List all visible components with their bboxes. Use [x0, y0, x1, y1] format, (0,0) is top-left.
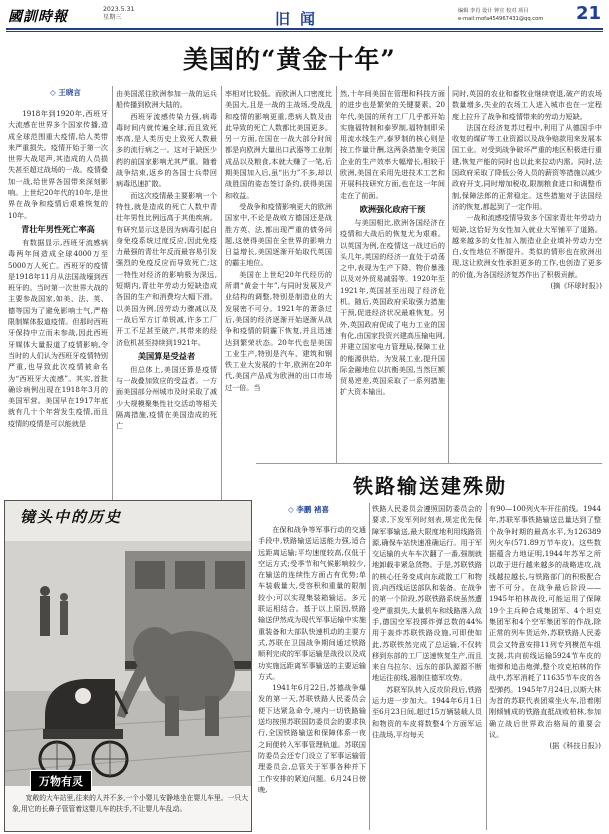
- article-column-5: [452, 88, 602, 425]
- paragraph: 美国在上世纪20年代经历的所谓“黄金十年”,与同时发展及产业结构的调整,特别是制造业的大发展密不可分。1921年的萧条过后,美国的经济逐渐开始逐渐从战争和疫情的阴霾下恢复,并且迅速达到繁荣状态。20年代也是美国工业生产,特别是汽车、建筑和钢铁工业大发展的十年,欧洲在20年代,美国产品成为欧洲的出口市场过一倍。当: [225, 269, 332, 392]
- paragraph: 有90—100列火车开往前线。1944年,苏联军事铁路输送总量达到了整个战争时期的最高水平,为126389列火车(571.89万节车皮)。这些数据蕴含力地证明,1944年苏军之所以敢于进行越来越多的战略进攻,战线越拉越长,与铁路部门的积极配合密不可分。在战争最后阶段——1945年柏林战役,可能运用了保障19个主兵种合成集团军、4个坦克集团军和4个空军集团军的作战,除正常的列车货运外,苏联铁路人民委员会又特意安排11列专列模范车组支援,共向前线运输5924节车皮的炮弹和追击炮弹,整个攻克柏林的作战中,苏军消耗了11635节车皮的各型弹药。1945年7月24日,以斯大林为首的苏联代表团乘坐火车,沿着刚刚倾铺成的铁路直抵战败柏林,参加确立战后世界政治格局的重要会议。: [489, 504, 601, 739]
- paragraph: 一战和流感疫情导致多个国家青壮年劳动力短缺,这恰好为女性加入就业大军铺平了道路。越来越多的女性加入制造业企业填补劳动力空白,女性地位不断提升。类似的情形也在欧洲出现,这让欧洲女性承担更多的工作,也创造了更多的价值,为各国经济复苏作出了积极贡献。: [452, 213, 602, 279]
- email-line: e-mail:mofa454967431@qq.com: [458, 16, 544, 22]
- paragraph: 有数据显示,西班牙流感病毒两年间造成全球4000万至5000万人死亡。西班牙的疫情是1918年11月从法国战壕到西班牙的。当时第一次世界大战的主要参战国家,如美、法、英、德等国为了避免影响士气,严格限制媒体报道疫情。但那时西班牙保持中立而未参战,因此西班牙媒体大量报道了疫情影响,令当时的人们认为西班牙疫情特别严重,也导致此次疫情被命名为“西班牙大流感”。其实,首批确诊病例出现在1918年3月的美国军营。美国早在1917年底就有几十个年营发生疫情,而且疫情的疫情是可以能就是: [8, 237, 108, 428]
- article2-headline: 铁路输送建殊勋: [353, 474, 507, 498]
- paragraph: 然,十年间美国在管理和科技方面的进步也是繁荣的关键要素。20年代,美国的所有工厂几乎都开始实施福特制和泰罗制,福特制即采用流水线生产,泰罗制的核心则是按工作量计酬,这两条措施令美国企业的生产效率大幅增长,相较于欧洲,美国在采用先进技术工艺和开展科技研究方面,也在这一年间走在了前面。: [340, 89, 445, 200]
- paragraph: 但总体上,美国还算是疫情与一战叠加致应的受益者。一方面美国部分州城市及时采取了减少大规模聚集性社交活动等相关隔离措施,疫情在美国造成的死亡: [116, 364, 217, 431]
- paragraph: 率相对比较低。而欧洲人口密度比美国大,且是一战的主战场,受战乱和疫情的影响更重,患病人数及由此导致的死亡人数都比美国更多。另一方面,在国在一战大部分时间都是向欧洲大量出口武器等工业制成品以及粮食,本就大赚了一笔,后期美国加入后,虽“出力”不多,却以战胜国的姿态签订条约,获得美国和收益。: [225, 89, 332, 200]
- column-divider: [369, 503, 370, 830]
- article-source: (摘《环球时报》): [550, 281, 602, 291]
- subheading: 青壮年男性死亡率高: [21, 223, 95, 234]
- paragraph: 而这次疫情最主要影响一个特性,就是造成的死亡人数中青壮年男性比例远高于其他疾病。有研究显示这是因为病毒引起自身免疫系统过度反应,因此免疫力最强的青壮年反而最容易引发强烈的免疫反应而导致死亡;这一特性对经济的影响极为深远,短期内,青壮年劳动力短缺造成各国的生产和消费均大幅下滑。以美国为例,因劳动力骤减以及一战后军方订单锐减,许多工厂开工不足甚至破产,其带来的经济危机甚至持续到1921年。: [116, 190, 217, 347]
- photo-tag: 万物有灵: [30, 770, 92, 792]
- paragraph: 同时,英国的农业和畜牧业继续衰退,破产的农场数量增多,失业的农场工人进入城市也在一定程度上拉升了战争和疫情带来的劳动力短缺。: [452, 89, 602, 121]
- editors-line: 编辑 李肖 设计 钟宣 校对 项目: [458, 8, 529, 14]
- author-name: 李鹏 褚喜: [296, 505, 330, 514]
- article-column-4: [340, 88, 445, 463]
- article2-column-2: [372, 503, 482, 830]
- issue-date-value: 2023.5.31: [103, 6, 135, 13]
- article2-column-3: [489, 503, 601, 830]
- subheading: 欧洲强化政府干预: [359, 203, 426, 214]
- article-column-1: [8, 108, 108, 501]
- page-number: 21: [576, 3, 602, 24]
- header-rule: [6, 28, 603, 30]
- issue-date: [103, 6, 135, 22]
- diamond-icon: ◇: [50, 88, 59, 97]
- article-author: [50, 87, 81, 98]
- paragraph: 法国在经济复苏过程中,利用了从德国手中收复的煤矿等工业资源以及战争赔款用来发展本国工业。对受到战争破坏严重的地区积极进行重建,恢复产能的同时也以此来拉动内需。同时,法国政府采取了降低公务人员的薪资等措施以减少政府开支,同时增加税收,限制粮食进口和调整币制,保障法郎的正常稳定。这些措施对于法国经济的恢复,都起到了一定作用。: [452, 122, 602, 211]
- paragraph: 1918年到1920年,西班牙大流感在世界多个国家传播,造成全球范围重大疫情,给人类带来严重损失。疫情开始于第一次世界大战尾声,其造成的人员损失甚至超过战场的一战。疫情叠加一战,给世界各国带来深刻影响。上世纪20年代的10年,是世界在战争和疫情后艰难恢复的10年。: [8, 109, 108, 220]
- section-divider: [256, 463, 602, 464]
- article-headline: 美国的“黄金十年”: [183, 45, 396, 74]
- article2-column-1: [258, 524, 366, 830]
- header-rule-thin: [6, 31, 603, 32]
- diamond-icon: ◇: [288, 505, 297, 514]
- editors-credits: [458, 7, 543, 23]
- photo-caption: 宽敞的大车站里,往来的人并不多,一个小婴儿安静地坐在婴儿车里。一只大象,用它的长鼻子管管着这婴儿车的扶手,不让婴儿车乱动。: [12, 794, 248, 813]
- column-divider: [448, 86, 449, 464]
- article-column-2: [116, 88, 217, 501]
- paragraph: 铁路人民委员会遵照国防委员会的要求,下发军列时刻表,规定优先保障军事输送,最大限度地利用线路资源,确保车站快速准确运行。用于军交运输的火车车次翻了一番,强制就地卸载非紧急货物。于是,苏联铁路的核心任务变成向东疏散工厂和物资,向西线运送部队和装备。在战争的第一个阶段,苏联铁路系统虽然遭受严重损失,大量机车和线路落入敌手,德国空军投掷炸弹总数的44%用于轰炸苏联铁路设施,可即使如此,苏联铁然完成了总运输,不仅转移到东部的工厂送速恢复生产,而且来自乌拉尔、远东的部队源源不断地运往前线,遏制住德军攻势。: [372, 504, 482, 683]
- photo-feature-title: 镜头中的历史: [20, 508, 123, 526]
- paragraph: 由美国派往欧洲参加一战的运兵船传播到欧洲大陆的。: [116, 89, 217, 110]
- column-divider: [112, 86, 113, 500]
- author-name: 王晓言: [58, 88, 81, 97]
- column-divider: [221, 86, 222, 500]
- issue-weekday: 星期三: [103, 14, 122, 21]
- subheading: 美国算是受益者: [137, 350, 196, 361]
- newspaper-logo: 國訓時報: [8, 9, 68, 25]
- paragraph: 1941年6月22日,苏德战争爆发的第一天,苏联铁路人民委员会便下达紧急命令,境内一切铁路输送均按照苏联国防委员会的要求执行,全国铁路输送和保障体系一夜之间便转入军事管理轨道。苏联国防委员会还专门设立了军事运输管理委员会,总管关于军事各种并下工作安排的紧迫问题。6月24日傍晚,: [258, 683, 366, 794]
- column-divider: [336, 86, 337, 464]
- article2-source: (据《科技日报》): [549, 741, 601, 751]
- paragraph: 在保和战争等军事行动的交通手段中,铁路输送运送能力强,适合远距离运输;平均速度较高,仅低于空运方式;受季节和气候影响较少,在输送的连续性方面占有优势;单车装载量大,受容积和重量的限制较小;可以实现集装箱输运。多元联运相结合。基于以上原因,铁路输送伊然成为现代军事运输中实施重装备和大部队快速机动的主要方式,苏联在卫国战争期间通过铁路顺利完成的军事运输是战役以及成功实施远距离军事输送的主要运输方式。: [258, 525, 366, 681]
- article2-author: [288, 504, 329, 515]
- paragraph: 苏联军队转入反攻阶段后,铁路运力进一步加大。1944年6月1日至6月23日间,超过15万辆装载人员和物资的车皮将数整4个方面军运往战场,平均每天: [372, 684, 482, 739]
- column-divider: [486, 503, 487, 830]
- section-title: 旧闻: [275, 10, 326, 28]
- paragraph: 与美国相比,欧洲各国经济在疫情和大战后的恢复尤为艰难。以英国为例,在疫情这一战过后的头几年,英国的经济一直处于动荡之中,表现为生产下降、物价暴涨以及对外贸易减弱等。1920年至1921年,英国甚至出现了经济危机。随后,英国政府采取强力措施干预,促进经济状况最难恢复。另外,英国政府促成了电力工业的国有化,由国家投资兴建高压输电网,并建立国家电力管理局,保障工业的能源供给。为发展工业,提升国际金融地位以抗衡美国,当然巨额贸易逆差,英国采取了一系列措施扩大资本输出。: [340, 217, 445, 397]
- paragraph: 受战争和疫情影响更大的欧洲国家中,不论是战败方德国还是战胜方英、法,都出现严重的债务问题,这使得美国在全世界的影响力日益增长,美国逐渐开始取代英国的霸主地位。: [225, 201, 332, 268]
- paragraph: 西班牙流感传染力强,病毒毒时间内就传遍全球,而且致死率高,是人类历史上致死人数最多的流行病之一。这对于缺医少药的前国家影响尤其严重。随着战争结束,返乡的各国士兵带回病毒迅速扩散。: [116, 111, 217, 189]
- article-column-3: [225, 88, 332, 463]
